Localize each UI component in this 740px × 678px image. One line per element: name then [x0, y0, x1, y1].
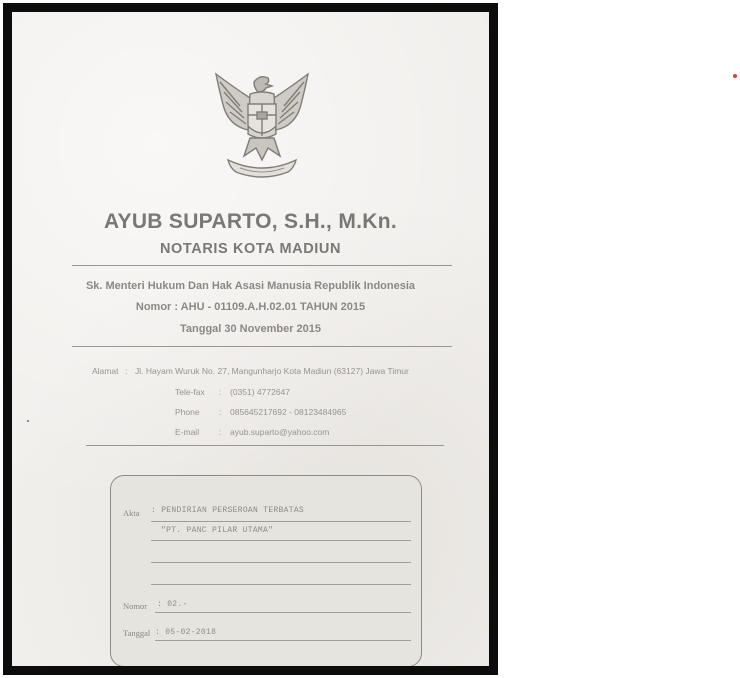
- tanggal-label: Tanggal: [123, 628, 151, 638]
- notary-name-heading: AYUB SUPARTO, S.H., M.Kn.: [104, 210, 397, 233]
- akta-line-3-rule: [151, 562, 411, 563]
- document-page: [12, 12, 489, 666]
- scan-speck: [27, 420, 29, 422]
- nomor-value: : 02.-: [157, 600, 188, 609]
- akta-line-2-rule: [151, 540, 411, 541]
- nomor-label: Nomor: [123, 601, 148, 611]
- header-divider: [72, 265, 452, 266]
- telefax-label: Tele-fax: [175, 387, 205, 397]
- decree-line-3: Tanggal 30 November 2015: [179, 323, 322, 335]
- phone-label: Phone: [175, 407, 200, 417]
- email-label: E-mail: [175, 427, 200, 437]
- scanned-document-frame: [3, 3, 498, 675]
- decree-divider: [72, 346, 452, 347]
- akta-line-1-rule: [151, 521, 411, 522]
- email-colon: :: [219, 427, 222, 437]
- akta-line-4-rule: [151, 584, 411, 585]
- notary-office-title: NOTARIS KOTA MADIUN: [159, 241, 342, 257]
- nomor-rule: [155, 612, 411, 613]
- tanggal-rule: [155, 640, 411, 641]
- address-value: Jl. Hayam Wuruk No. 27, Mangunharjo Kota Madiun (63127) Jawa Timur: [135, 366, 409, 376]
- address-colon: :: [125, 366, 128, 376]
- tanggal-value: : 05-02-2018: [155, 628, 217, 637]
- garuda-emblem-icon: [210, 64, 314, 194]
- akta-value-line-2: "PT. PANC PILAR UTAMA": [161, 526, 274, 535]
- address-label: Alamat: [92, 366, 119, 376]
- email-value: ayub.suparto@yahoo.com: [230, 427, 330, 437]
- decree-line-2: Nomor : AHU - 01109.A.H.02.01 TAHUN 2015: [135, 301, 366, 313]
- phone-colon: :: [219, 407, 222, 417]
- akta-label: Akta: [123, 508, 140, 518]
- phone-value: 085645217692 - 08123484965: [230, 407, 347, 417]
- stray-red-dot: [733, 74, 737, 78]
- contact-divider: [86, 445, 444, 446]
- telefax-value: (0351) 4772647: [230, 387, 291, 397]
- telefax-colon: :: [219, 387, 222, 397]
- akta-value-line-1: : PENDIRIAN PERSEROAN TERBATAS: [151, 506, 305, 515]
- deed-info-box: [110, 475, 422, 666]
- decree-line-1: Sk. Menteri Hukum Dan Hak Asasi Manusia Republik Indonesia: [85, 280, 416, 292]
